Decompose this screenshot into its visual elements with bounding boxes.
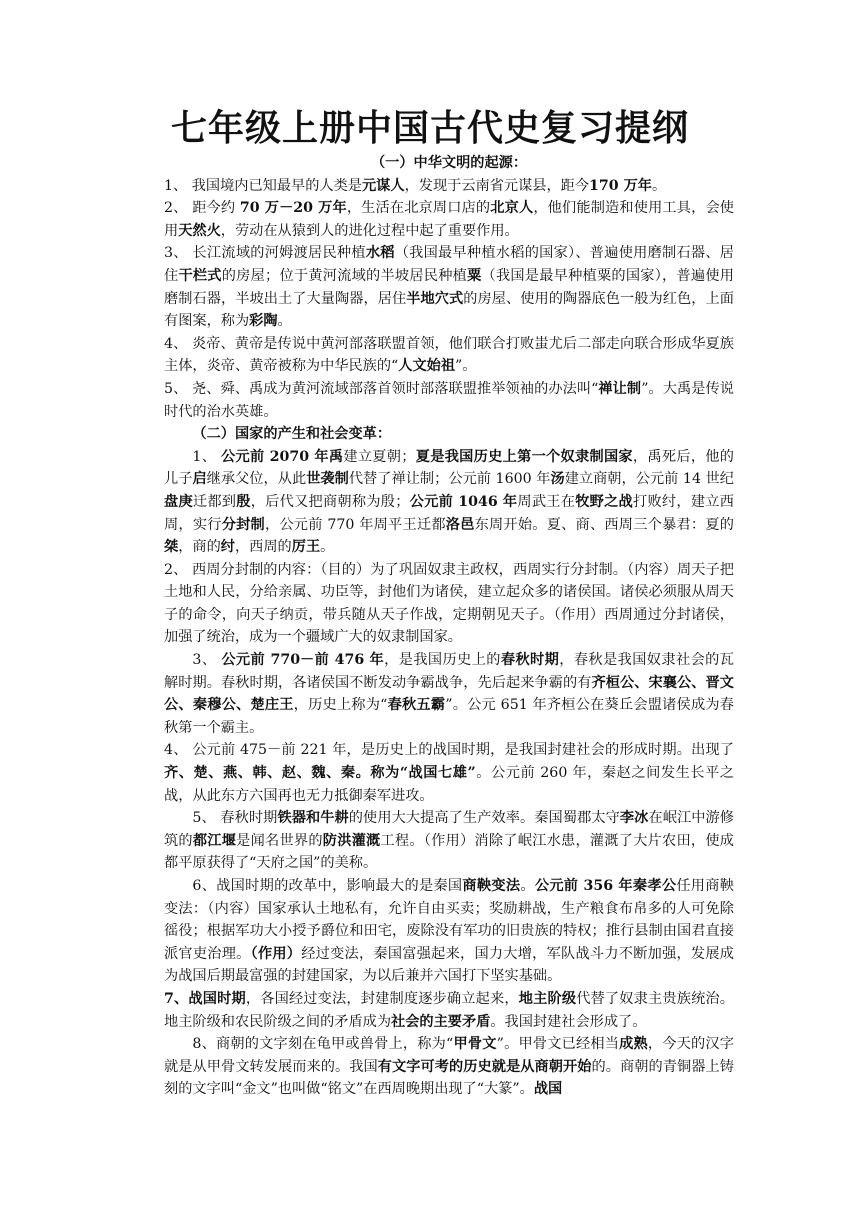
bold-text: 70 万－20 万年 [239, 200, 347, 217]
list-item [164, 875, 734, 988]
text-run: 代替了奴隶主贵族统治。地主阶级和农民阶级之间的矛盾成为 [164, 990, 734, 1030]
text-run: 。 [277, 313, 292, 330]
text-run: 1、 [192, 448, 221, 465]
text-run: （我国最早种植水稻的国家）、普遍使用磨制石器、居住 [164, 245, 734, 284]
bold-text: 公元前 2070 年禹 [221, 448, 344, 465]
bold-text: 半地穴式 [406, 290, 464, 307]
bold-text: 彩陶 [249, 313, 278, 330]
text-run: 在岷江中游修筑的 [164, 810, 734, 849]
text-run: ，劳动在从猿到人的进化过程中起了重要作用。 [220, 222, 519, 239]
text-run: 3、 [192, 652, 222, 669]
bold-text: 7、战国时期 [164, 990, 246, 1007]
text-run: 6、战国时期的改革中，影响最大的是秦国 [192, 878, 463, 894]
bold-text: 世袭制 [306, 471, 349, 488]
bold-text: 公元前 356 年秦孝公 [534, 878, 677, 894]
text-run: 3、 长江流域的河姆渡居民种植 [164, 245, 366, 262]
text-run: 代替了禅让制；公元前 1600 年 [348, 471, 551, 488]
text-run: 东周开始。夏、商、西周三个暴君：夏的 [474, 516, 734, 533]
text-run: ，西周的 [234, 539, 292, 556]
text-run: 周武王在 [517, 493, 576, 510]
bold-text: 春秋时期 [500, 652, 560, 669]
bold-text: 都江堰 [192, 832, 237, 849]
section-heading-state: （二）国家的产生和社会变革： [192, 426, 392, 443]
bold-text: 北京人 [490, 200, 534, 217]
text-run: ，是我国历史上的 [384, 652, 501, 669]
text-run: 2、 西周分封制的内容：（目的）为了巩固奴隶主政权，西周实行分封制。（内容）周天子把土地和人民，分给亲属、功臣等，封他们为诸侯，建立起众多的诸侯国。诸侯必须服从周天子的命令，向天子纳贡，带兵随从天子作战，定期朝见天子。（作用）西周通过分封诸侯，加强了统治，成为一个疆域广大的奴隶制国家。 [164, 561, 734, 646]
list-item [164, 807, 734, 875]
bold-text: 公元前 1046 年 [409, 493, 518, 510]
text-run: ，春秋是我国奴隶社会的瓦解时期。春秋时期，各诸侯国不断发动争霸战争，先后起来争霸的有 [164, 652, 734, 691]
text-run: 继承父位，从此 [206, 471, 307, 488]
text-run: ，禹死后，他的儿子 [164, 448, 734, 488]
bold-text: 干栏式 [178, 267, 222, 284]
list-item [164, 175, 734, 198]
bold-text: （作用） [250, 945, 302, 962]
text-run: 的。商朝的青铜器上铸刻的文字叫“金文”也叫做“铭文”在西周晚期出现了“大篆”。 [164, 1058, 734, 1098]
list-item [164, 559, 734, 649]
text-run: 任用商鞅变法：（内容）国家承认土地私有，允许自由买卖；奖励耕战，生产粮食布帛多的人可免除徭役；根据军功大小授予爵位和田宅，废除没有军功的旧贵族的特权；推行县制由国君直接派官吏治理。 [164, 878, 734, 962]
bold-text: 有文字可考的历史就是从商朝开始 [377, 1058, 592, 1075]
bold-text: 粟 [467, 267, 482, 284]
text-run: ”。甲骨文已经相当 [496, 1036, 620, 1053]
text-run: 5、 尧、舜、禹成为黄河流域部落首领时部落联盟推举领袖的办法叫“ [164, 380, 599, 397]
bold-text: 李冰 [619, 810, 649, 827]
text-run: 迁都到 [192, 493, 237, 510]
bold-text: 禅让制 [598, 380, 642, 397]
text-run: 2、 距今约 [164, 200, 240, 217]
text-run: 1、 我国境内已知最早的人类是 [164, 177, 362, 194]
bold-text: 天然火 [178, 222, 221, 239]
bold-text: 纣 [220, 539, 235, 556]
text-run: 。公元前 260 年，秦赵之间发生长平之战，从此东方六国再也无力抵御秦军进攻。 [164, 765, 734, 804]
text-run: ，生活在北京周口店的 [346, 200, 491, 217]
text-run: 8、商朝的文字刻在龟甲或兽骨上，称为“ [192, 1036, 454, 1053]
text-run: 的使用大大提高了生产效率。秦国蜀郡太守 [348, 810, 620, 827]
list-item [164, 242, 734, 332]
bold-text: 商鞅变法 [462, 878, 521, 894]
text-run: 。 [651, 177, 667, 194]
list-item [164, 1033, 734, 1101]
bold-text: 社会的主要矛盾 [391, 1013, 491, 1030]
bold-text: 齐、楚、燕、韩、赵、魏、秦。称为“战国七雄” [164, 765, 476, 782]
text-run: 5、 春秋时期 [192, 810, 278, 827]
bold-text: 牧野之战 [575, 493, 634, 510]
bold-text: 甲骨文 [453, 1036, 497, 1053]
text-run: 。 [320, 539, 335, 556]
bold-text: 人文始祖 [398, 358, 456, 375]
list-item [164, 739, 734, 807]
text-run: 经过变法，秦国富强起来，国力大增，军队战斗力不断加强，发展成为战国后期最富强的封建国家，为以后兼并六国打下坚实基础。 [164, 945, 734, 985]
bold-text: 夏是我国历史上第一个奴隶制国家 [415, 448, 633, 465]
text-run: 的房屋、使用的陶器底色一般为红色，上面有图案，称为 [164, 290, 734, 330]
bold-text: 铁器和牛耕 [277, 810, 349, 827]
text-run: ，历史上称为“ [293, 697, 388, 714]
text-run: ，后代又把商朝称为殷； [250, 493, 410, 510]
bold-text: 战国 [533, 1081, 563, 1098]
list-item [164, 333, 734, 378]
text-run: 建立夏朝； [343, 448, 416, 465]
bold-text: 分封制 [221, 516, 265, 533]
text-run: ，各国经过变法，封建制度逐步确立起来， [245, 990, 519, 1007]
bold-text: 元谋人 [361, 177, 405, 194]
bold-text: 盘庚 [164, 493, 193, 510]
text-run: 工程。（作用）消除了岷江水患，灌溉了大片农田，使成都平原获得了“天府之国”的美称。 [164, 832, 734, 872]
text-run: ”。 [455, 358, 477, 375]
list-item [164, 446, 734, 559]
bold-text: 汤 [550, 471, 565, 488]
bold-text: 厉王 [291, 539, 321, 556]
text-run: ”。大禹是传说时代的治水英雄。 [164, 380, 734, 420]
bold-text: 公元前 770－前 476 年 [221, 652, 385, 669]
text-run: ，商的 [178, 539, 221, 556]
text-run: （我国是最早种植粟的国家），普遍使用磨制石器，半坡出土了大量陶器，居住 [164, 267, 734, 307]
text-run: ，他们能制造和使用工具，会使用 [164, 200, 734, 239]
bold-text: 洛邑 [445, 516, 475, 533]
text-run: 。 [520, 878, 535, 894]
text-run: ，今天的汉字就是从甲骨文转发展而来的。我国 [164, 1036, 734, 1075]
text-run: ”。公元 651 年齐桓公在葵丘会盟诸侯成为春秋第一个霸主。 [164, 697, 734, 736]
text-run: 。我国封建社会形成了。 [490, 1013, 647, 1030]
list-item [164, 649, 734, 739]
list-item [164, 988, 734, 1033]
text-run: 打败纣，建立西周，实行 [164, 493, 734, 533]
bold-text: 水稻 [365, 245, 395, 262]
bold-text: 成熟 [619, 1036, 648, 1053]
bold-text: 齐桓公、宋襄公、晋文公、秦穆公、楚庄王 [164, 674, 734, 714]
list-item [164, 197, 734, 242]
list-item [164, 378, 734, 423]
bold-text: 春秋五霸 [387, 697, 446, 714]
text-run: 4、 公元前 475－前 221 年，是历史上的战国时期，是我国封建社会的形成时期。出现了 [164, 742, 734, 759]
document-body [164, 152, 734, 1101]
bold-text: 殷 [236, 493, 251, 510]
text-run: 建立商朝，公元前 14 世纪 [564, 471, 734, 488]
text-run: 4、 炎帝、黄帝是传说中黄河部落联盟首领，他们联合打败蚩尤后二部走向联合形成华夏族主体，炎帝、黄帝被称为中华民族的“ [164, 335, 734, 375]
bold-text: 170 万年 [589, 177, 652, 194]
text-run: ，发现于云南省元谋县，距今 [404, 177, 590, 194]
bold-text: 地主阶级 [518, 990, 577, 1007]
page-title: 七年级上册中国古代史复习提纲 [170, 107, 689, 149]
text-run: ，公元前 770 年周平王迁都 [264, 516, 446, 533]
text-run: 是闻名世界的 [236, 832, 323, 849]
text-run: 的房屋；位于黄河流域的半坡居民种植 [221, 267, 468, 284]
bold-text: 启 [192, 471, 207, 488]
bold-text: 防洪灌溉 [322, 832, 381, 849]
section-heading-origins: （一）中华文明的起源： [370, 155, 528, 171]
bold-text: 桀 [164, 539, 179, 556]
